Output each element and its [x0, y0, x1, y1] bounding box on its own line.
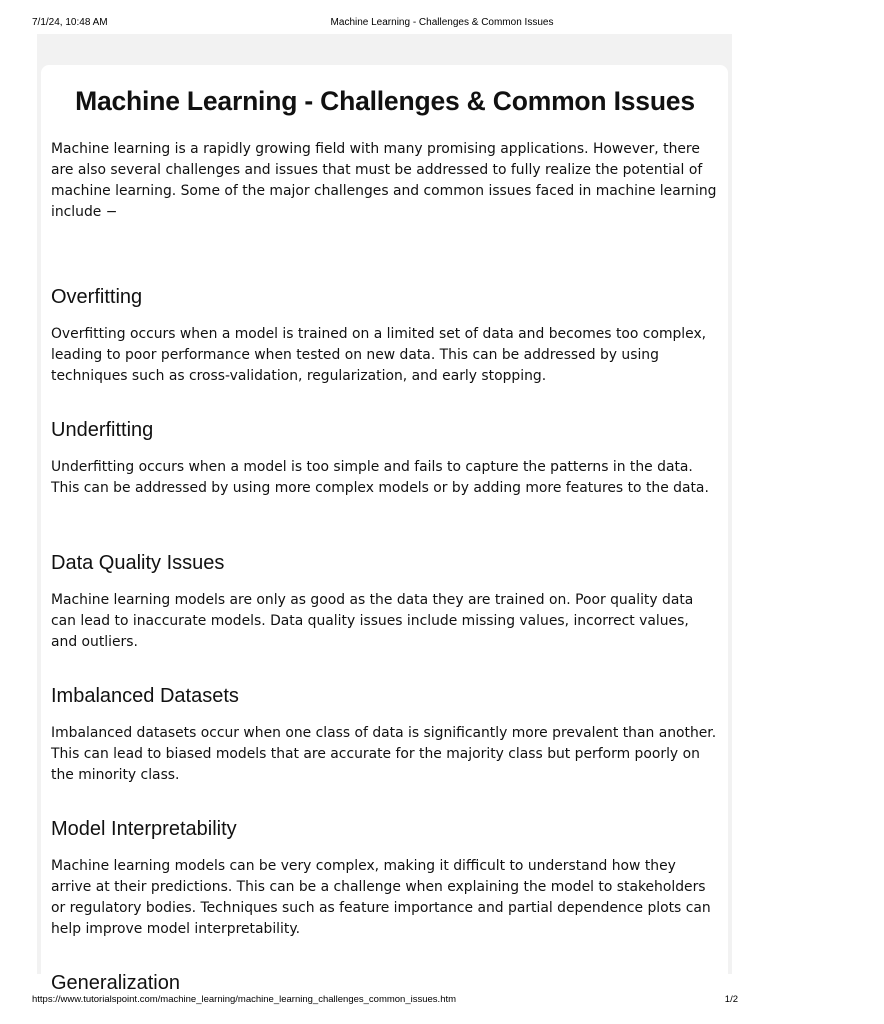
section-heading: Data Quality Issues — [51, 552, 225, 574]
print-footer — [0, 994, 768, 1008]
section-heading: Overfitting — [51, 286, 143, 308]
article-title: Machine Learning - Challenges & Common Issues — [75, 86, 695, 116]
print-page-title: Machine Learning - Challenges & Common Issues — [330, 17, 554, 28]
section-underfitting — [51, 419, 719, 499]
print-url: https://www.tutorialspoint.com/machine_learning/machine_learning_challenges_common_issues.htm — [32, 994, 457, 1005]
article-intro: Machine learning is a rapidly growing field with many promising applications. However, there are also several challenges and issues that must be addressed to fully realize the potential of machine learning. Some of the major challenges and common issues faced in machine learning include − — [51, 141, 717, 220]
section-body: Machine learning models are only as good as the data they are trained on. Poor quality data can lead to inaccurate models. Data quality issues include missing values, incorrect values, and outliers. — [51, 592, 694, 650]
page-background — [37, 34, 732, 994]
section-overfitting — [51, 286, 719, 387]
section-body: Underfitting occurs when a model is too simple and fails to capture the patterns in the data. This can be addressed by using more complex models or by adding more features to the data. — [51, 459, 709, 496]
article-card — [41, 65, 728, 995]
section-model-interpretability — [51, 818, 719, 940]
section-body: Overfitting occurs when a model is trained on a limited set of data and becomes too complex, leading to poor performance when tested on new data. This can be addressed by using techniques such as cross-validation, regularization, and early stopping. — [51, 326, 707, 384]
print-datetime: 7/1/24, 10:48 AM — [32, 17, 108, 28]
section-body: Imbalanced datasets occur when one class of data is significantly more prevalent than another. This can lead to biased models that are accurate for the majority class but perform poorly on the minority class. — [51, 725, 717, 783]
section-data-quality — [51, 552, 719, 653]
section-heading: Model Interpretability — [51, 818, 237, 840]
section-heading: Imbalanced Datasets — [51, 685, 239, 707]
print-header — [0, 0, 768, 34]
section-body: Machine learning models can be very complex, making it difficult to understand how they arrive at their predictions. This can be a challenge when explaining the model to stakeholders or regulatory bodies. Techniques such as feature importance and partial dependence plots can help improve model interpretability. — [51, 858, 711, 937]
print-page-number: 1/2 — [724, 994, 738, 1005]
section-heading: Generalization — [51, 972, 180, 994]
section-heading: Underfitting — [51, 419, 154, 441]
section-imbalanced-datasets — [51, 685, 719, 786]
